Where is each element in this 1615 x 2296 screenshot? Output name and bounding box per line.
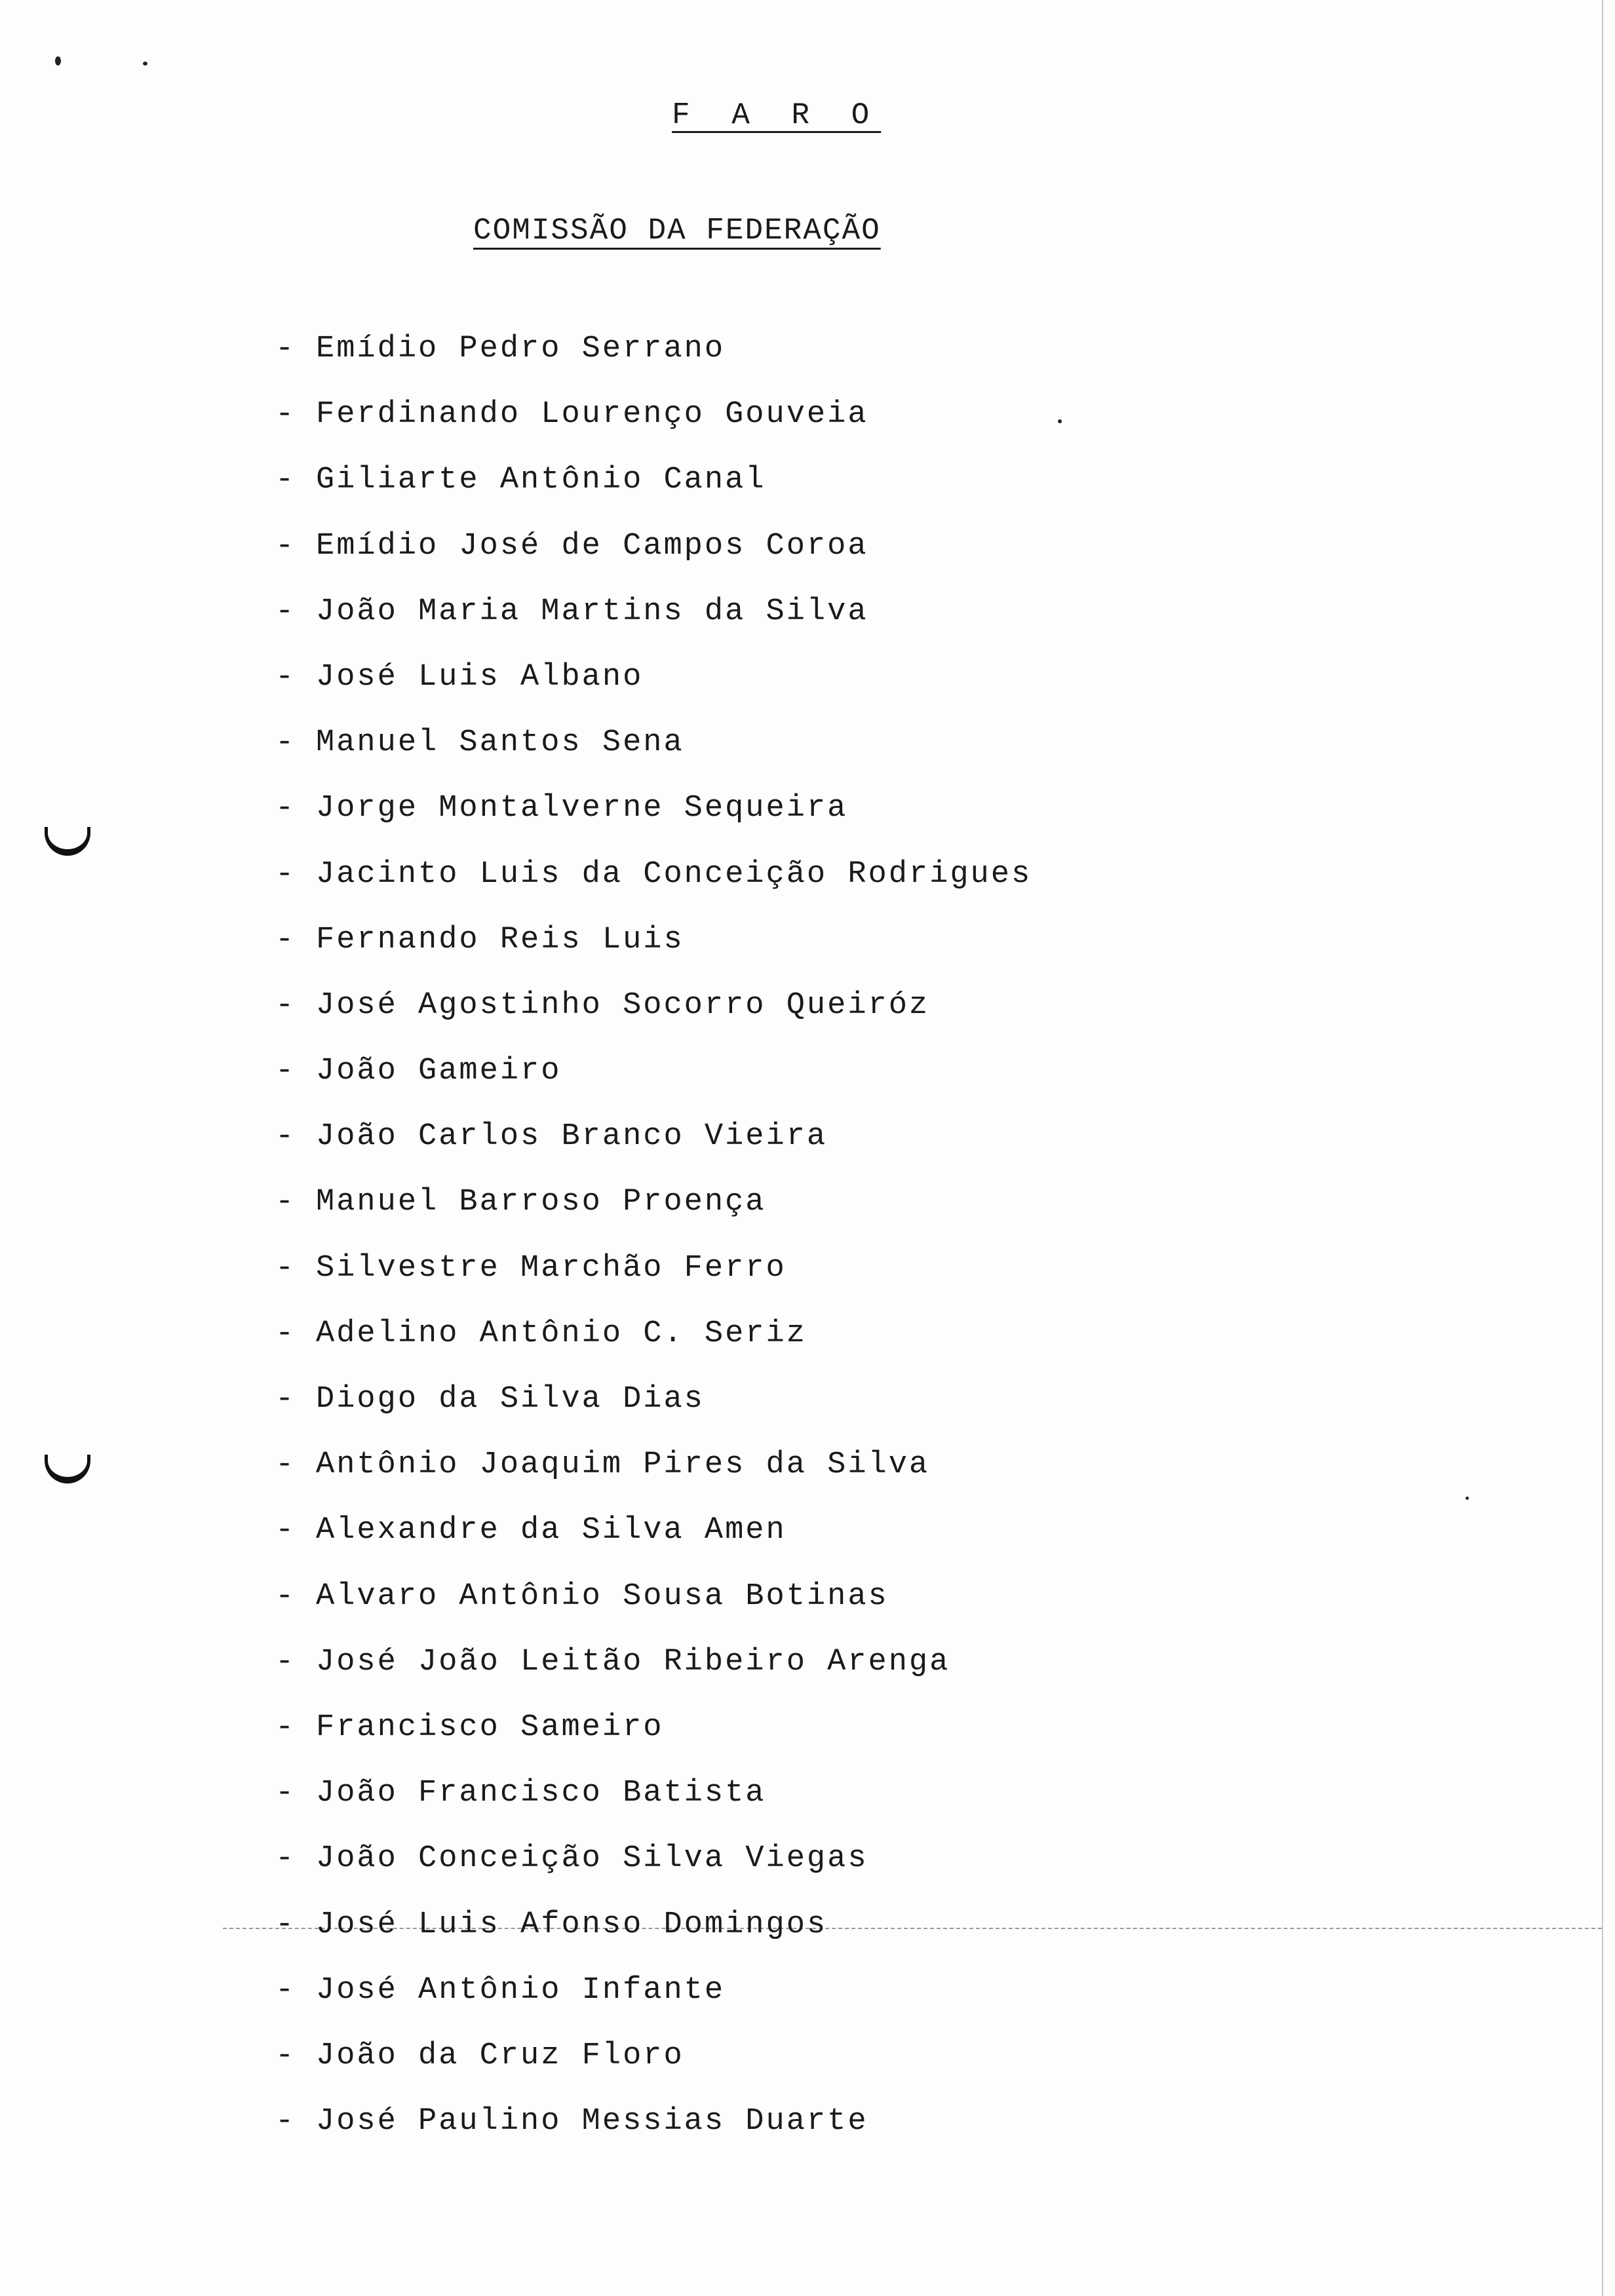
- list-item: [275, 987, 1032, 1053]
- member-name: João Maria Martins da Silva: [316, 594, 868, 629]
- list-bullet: -: [275, 1054, 296, 1089]
- member-name: Jacinto Luis da Conceição Rodrigues: [316, 856, 1032, 892]
- member-name: Fernando Reis Luis: [316, 922, 684, 957]
- member-name: Ferdinando Lourenço Gouveia: [316, 397, 868, 432]
- list-item: [275, 594, 1032, 659]
- list-item: [275, 725, 1032, 790]
- list-item: [275, 856, 1032, 922]
- page-subtitle: COMISSÃO DA FEDERAÇÃO: [473, 214, 881, 248]
- list-bullet: -: [275, 1185, 296, 1220]
- member-name: Emídio José de Campos Coroa: [316, 528, 868, 564]
- list-bullet: -: [275, 856, 296, 892]
- member-list: [275, 331, 1032, 2169]
- list-item: [275, 1316, 1032, 1381]
- member-name: José Luis Afonso Domingos: [316, 1907, 828, 1942]
- list-item: [275, 1841, 1032, 1906]
- list-item: [275, 1512, 1032, 1578]
- member-name: João Gameiro: [316, 1054, 562, 1089]
- list-item: [275, 1053, 1032, 1119]
- list-bullet: -: [275, 1972, 296, 2008]
- list-bullet: -: [275, 1513, 296, 1548]
- member-name: Alexandre da Silva Amen: [316, 1513, 787, 1548]
- member-name: Jorge Montalverne Sequeira: [316, 791, 848, 826]
- member-name: Emídio Pedro Serrano: [316, 332, 726, 366]
- list-item: [275, 659, 1032, 725]
- member-name: João Carlos Branco Vieira: [316, 1119, 828, 1155]
- list-bullet: -: [275, 987, 296, 1023]
- member-name: Diogo da Silva Dias: [316, 1382, 705, 1417]
- list-bullet: -: [275, 1644, 296, 1679]
- list-bullet: -: [275, 1447, 296, 1483]
- list-item: [275, 1710, 1032, 1775]
- scan-speck: [1466, 1497, 1469, 1500]
- list-bullet: -: [275, 1316, 296, 1351]
- member-name: João Francisco Batista: [316, 1776, 766, 1811]
- scan-speck: [143, 62, 147, 66]
- punch-hole-mark: [45, 1455, 90, 1483]
- list-item: [275, 462, 1032, 527]
- list-bullet: -: [275, 463, 296, 498]
- list-bullet: -: [275, 1841, 296, 1877]
- page-edge-line: [1602, 0, 1603, 2296]
- list-bullet: -: [275, 725, 296, 761]
- list-item: [275, 396, 1032, 462]
- list-bullet: -: [275, 1119, 296, 1155]
- list-item: [275, 790, 1032, 856]
- list-bullet: -: [275, 594, 296, 629]
- list-item: [275, 1644, 1032, 1710]
- member-name: João Conceição Silva Viegas: [316, 1841, 868, 1877]
- member-name: Manuel Barroso Proença: [316, 1185, 766, 1220]
- list-item: [275, 1907, 1032, 1972]
- list-bullet: -: [275, 397, 296, 432]
- list-item: [275, 1972, 1032, 2038]
- member-name: Antônio Joaquim Pires da Silva: [316, 1447, 930, 1483]
- list-item: [275, 1119, 1032, 1184]
- member-name: Silvestre Marchão Ferro: [316, 1250, 787, 1286]
- page-title: F A R O: [672, 98, 882, 132]
- list-bullet: -: [275, 528, 296, 564]
- member-name: José Antônio Infante: [316, 1972, 726, 2008]
- list-bullet: -: [275, 791, 296, 826]
- list-item: [275, 331, 1032, 396]
- list-item: [275, 1381, 1032, 1447]
- list-bullet: -: [275, 1250, 296, 1286]
- list-bullet: -: [275, 922, 296, 957]
- member-name: José Paulino Messias Duarte: [316, 2104, 868, 2139]
- list-bullet: -: [275, 2104, 296, 2139]
- list-bullet: -: [275, 1578, 296, 1614]
- list-bullet: -: [275, 1382, 296, 1417]
- list-bullet: -: [275, 1776, 296, 1811]
- member-name: Francisco Sameiro: [316, 1710, 664, 1745]
- list-bullet: -: [275, 2038, 296, 2073]
- list-item: [275, 528, 1032, 594]
- scan-speck: [1058, 419, 1062, 423]
- list-item: [275, 1578, 1032, 1644]
- member-name: Giliarte Antônio Canal: [316, 463, 766, 498]
- list-bullet: -: [275, 332, 296, 366]
- scan-speck: [55, 56, 61, 66]
- list-item: [275, 1447, 1032, 1512]
- member-name: Manuel Santos Sena: [316, 725, 684, 761]
- list-bullet: -: [275, 1710, 296, 1745]
- list-item: [275, 1775, 1032, 1841]
- list-item: [275, 1250, 1032, 1316]
- member-name: Alvaro Antônio Sousa Botinas: [316, 1578, 889, 1614]
- list-item: [275, 2103, 1032, 2169]
- member-name: José Agostinho Socorro Queiróz: [316, 987, 930, 1023]
- punch-hole-mark: [45, 827, 90, 856]
- member-name: João da Cruz Floro: [316, 2038, 684, 2073]
- member-name: José João Leitão Ribeiro Arenga: [316, 1644, 950, 1679]
- member-name: Adelino Antônio C. Seriz: [316, 1316, 807, 1351]
- member-name: José Luis Albano: [316, 659, 644, 695]
- list-bullet: -: [275, 1907, 296, 1942]
- list-item: [275, 2038, 1032, 2103]
- list-bullet: -: [275, 659, 296, 695]
- list-item: [275, 1184, 1032, 1250]
- list-item: [275, 922, 1032, 987]
